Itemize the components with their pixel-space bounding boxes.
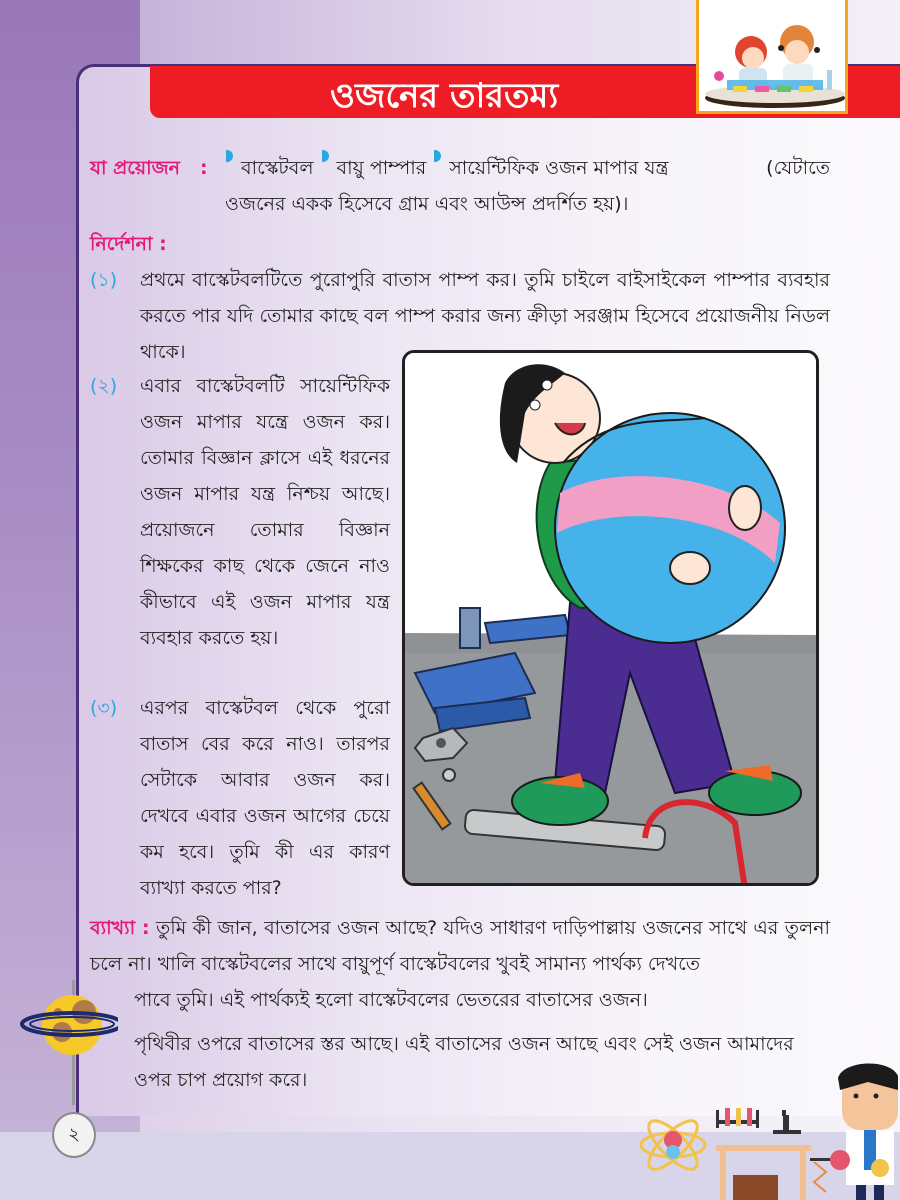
- dna-icon: [810, 1158, 830, 1192]
- requirement-note: ওজনের একক হিসেবে গ্রাম এবং আউন্স প্রদর্শিত হয়)।: [225, 193, 629, 215]
- paragraph-text: পৃথিবীর ওপরে বাতাসের স্তর আছে। এই বাতাসের ওজন আছে এবং সেই ওজন আমাদের ওপর চাপ প্রয়োগ করে।: [134, 1033, 794, 1091]
- atom-icon: [641, 1114, 705, 1176]
- instruction-step-3: [90, 690, 390, 906]
- requirement-note-start: (যেটাতে: [766, 157, 830, 179]
- requirements-colon: :: [200, 157, 208, 179]
- test-tube-rack-icon: [716, 1108, 759, 1128]
- step-number: (২): [90, 375, 118, 397]
- requirement-item: বায়ু পাম্পার: [336, 157, 427, 179]
- kids-experiment-icon: [699, 0, 848, 114]
- microscope-icon: [773, 1110, 801, 1134]
- step-number: (১): [90, 269, 118, 291]
- page-number: ২: [52, 1112, 96, 1158]
- kids-lab-badge-image: [696, 0, 848, 114]
- step-text: এরপর বাস্কেটবল থেকে পুরো বাতাস বের করে নাও। তারপর সেটাকে আবার ওজন কর। দেখবে এবার ওজন আগের চেয়ে কম হবে। তুমি কী এর কারণ ব্যাখ্যা করতে পার?: [140, 697, 390, 899]
- explanation-section: [90, 910, 830, 1018]
- instructions-label: নির্দেশনা :: [90, 233, 167, 255]
- planet-icon: [18, 990, 118, 1060]
- explanation-text-cont: পাবে তুমি। এই পার্থক্যই হলো বাস্কেটবলের ভেতরের বাতাসের ওজন।: [134, 989, 648, 1011]
- boy-with-ball-illustration: [402, 350, 819, 886]
- explanation-label: ব্যাখ্যা :: [90, 917, 150, 939]
- requirement-item: সায়েন্টিফিক ওজন মাপার যন্ত্র: [449, 157, 669, 179]
- lab-table-icon: [716, 1145, 811, 1200]
- lab-scientist-decoration: [628, 1060, 900, 1200]
- bullet-icon: [226, 150, 233, 162]
- scientist-icon: [830, 1063, 898, 1200]
- requirements-label: যা প্রয়োজন: [90, 157, 180, 179]
- boy-holding-ball-image: [405, 353, 819, 886]
- instruction-step-2: [90, 368, 390, 656]
- step-text: প্রথমে বাস্কেটবলটিতে পুরোপুরি বাতাস পাম্প কর। তুমি চাইলে বাইসাইকেল পাম্পার ব্যবহার করতে পার যদি তোমার কাছে বল পাম্প করার জন্য ক্রীড়া সরঞ্জাম হিসেবে প্রয়োজনীয় নিডল থাকে।: [140, 269, 830, 363]
- bullet-icon: [434, 150, 441, 162]
- requirements-section: [90, 150, 830, 222]
- bullet-icon: [322, 150, 329, 162]
- step-number: (৩): [90, 697, 118, 719]
- requirement-item: বাস্কেটবল: [241, 157, 314, 179]
- explanation-text: তুমি কী জান, বাতাসের ওজন আছে? যদিও সাধারণ দাড়িপাল্লায় ওজনের সাথে এর তুলনা চলে না। খালি বাস্কেটবলের সাথে বায়ুপূর্ণ বাস্কেটবলের খুবই সামান্য পার্থক্য দেখতে: [90, 917, 830, 975]
- page-title: ওজনের তারতম্য: [330, 76, 559, 116]
- step-text: এবার বাস্কেটবলটি সায়েন্টিফিক ওজন মাপার যন্ত্রে ওজন কর। তোমার বিজ্ঞান ক্লাসে এই ধরনের ওজন মাপার যন্ত্র নিশ্চয় আছে। প্রয়োজনে তোমার বিজ্ঞান শিক্ষকের কাছ থেকে জেনে নাও কীভাবে এই ওজন মাপার যন্ত্র ব্যবহার করতে হয়।: [140, 375, 390, 649]
